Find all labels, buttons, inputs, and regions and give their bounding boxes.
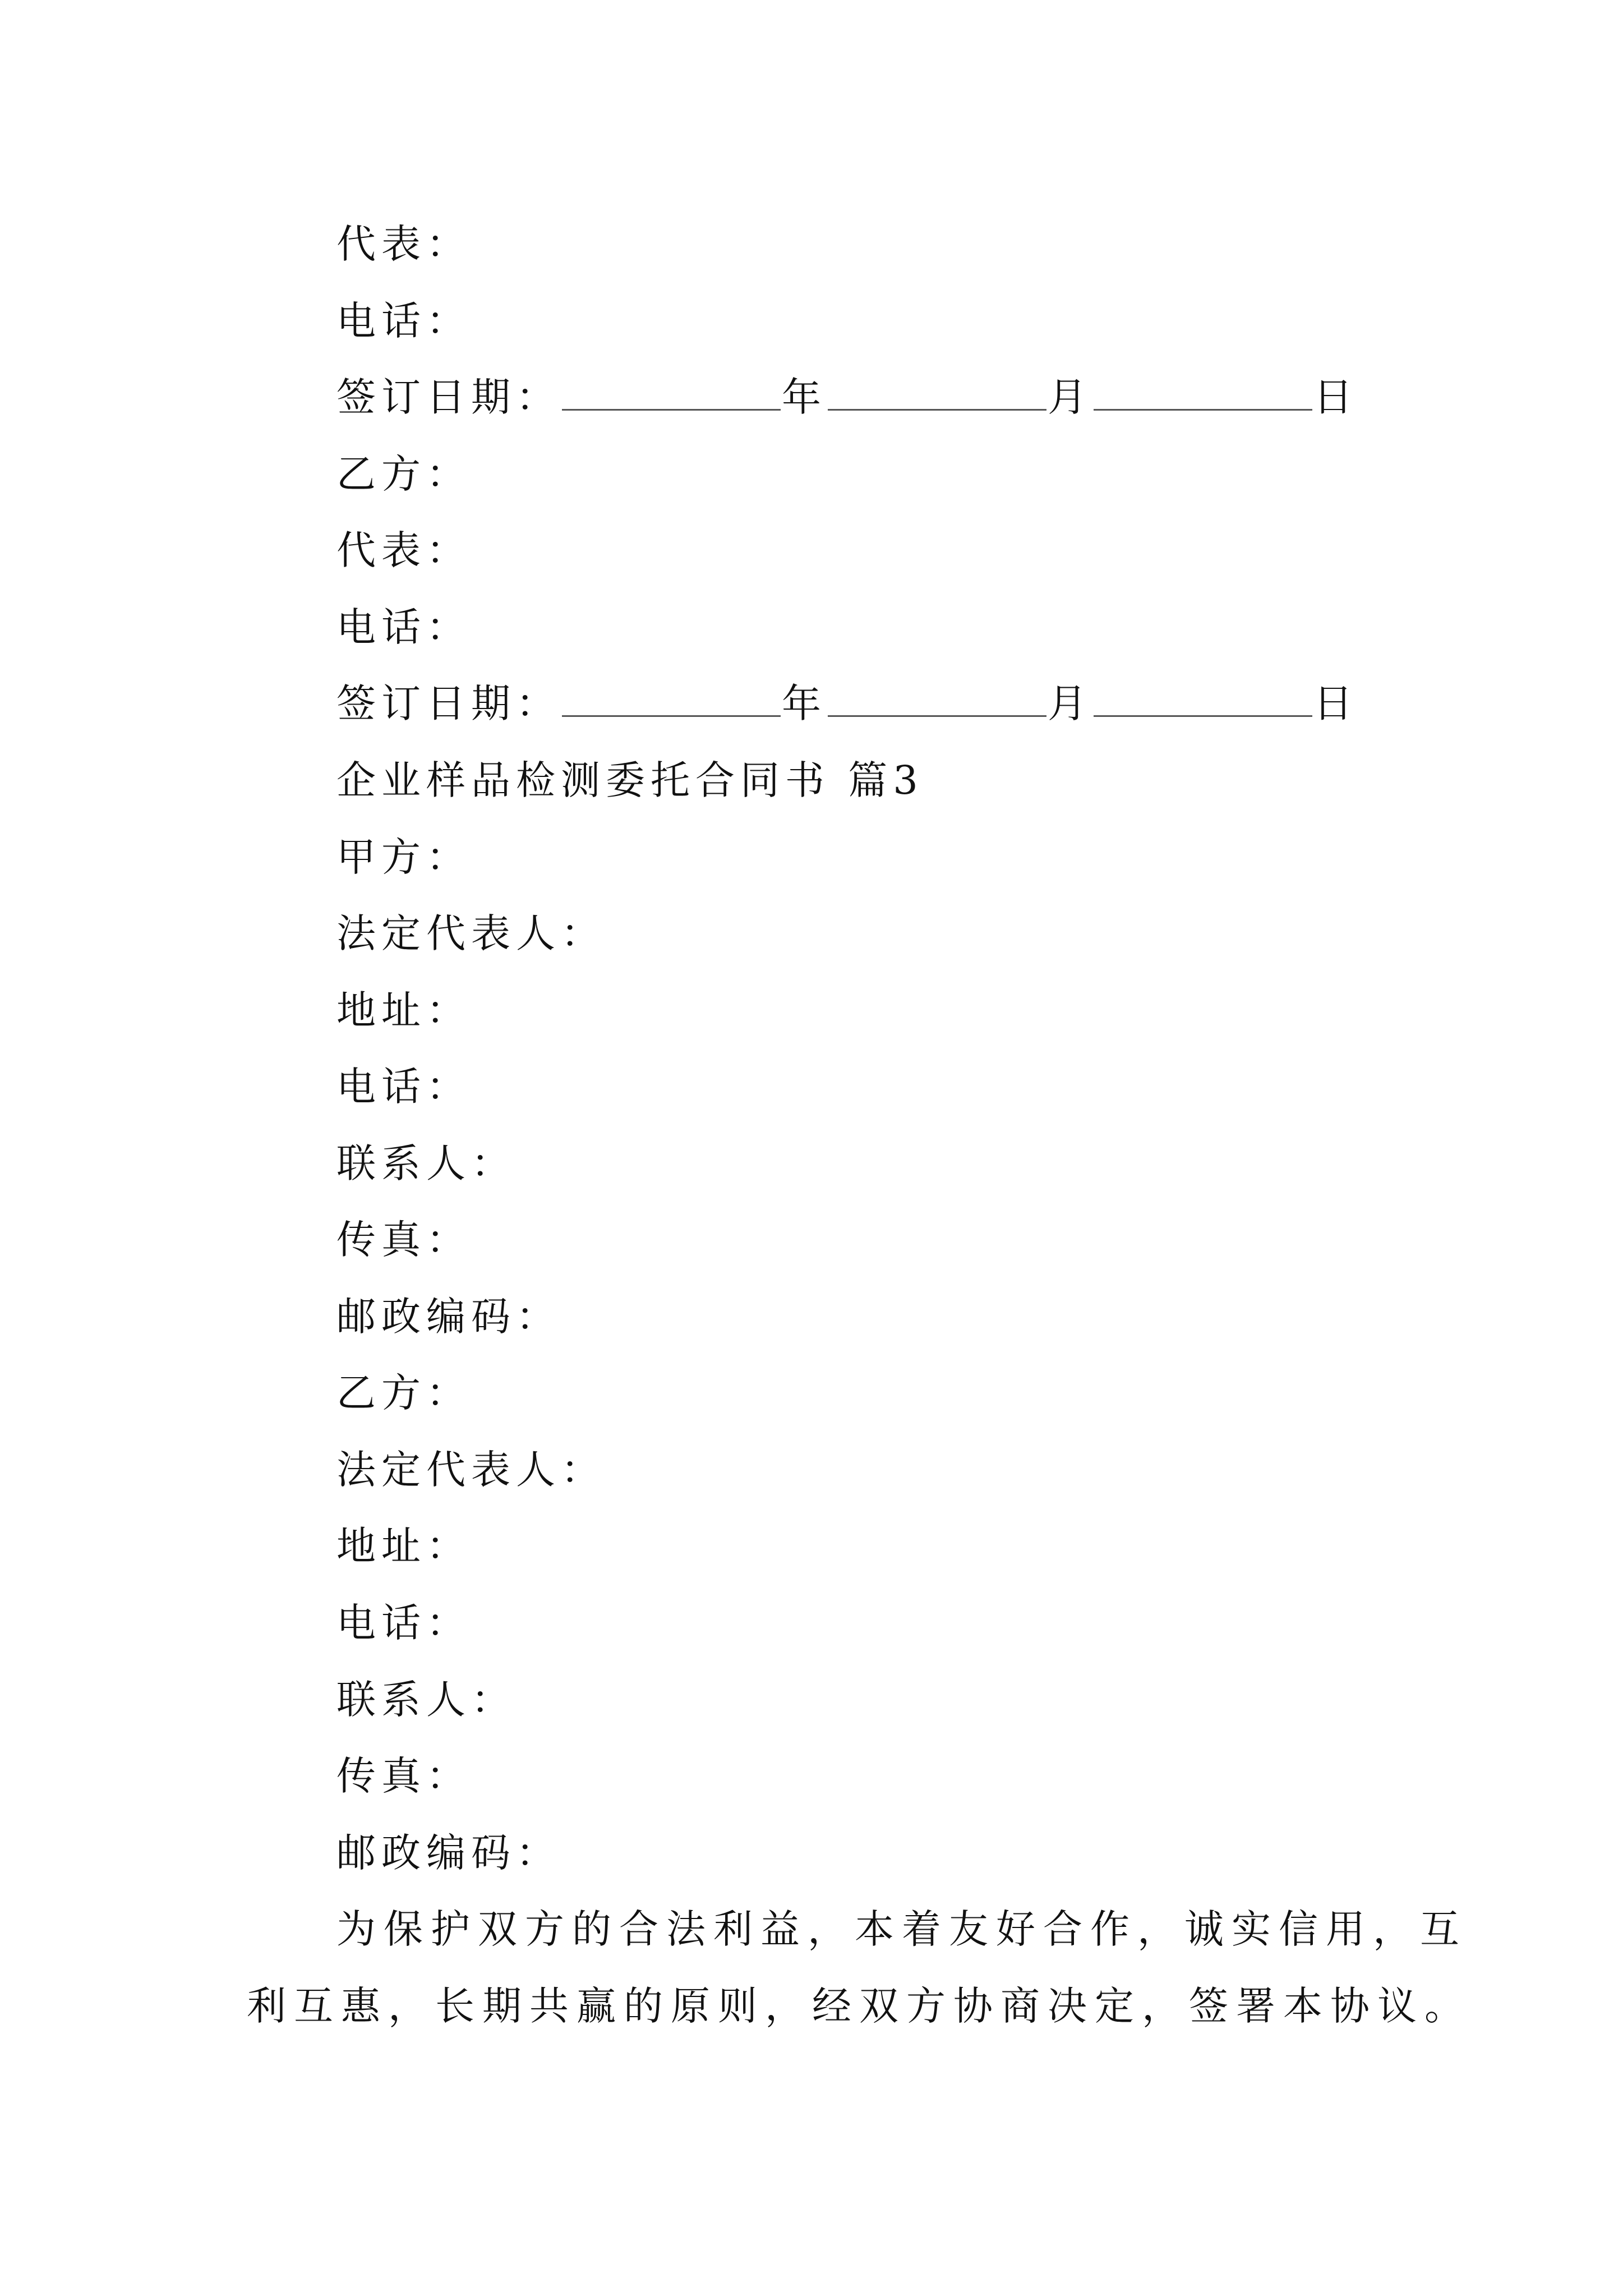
month-label: 月 <box>1048 374 1092 420</box>
party-a-label: 甲方： <box>336 834 471 880</box>
party-b-label-2: 乙方： <box>336 1370 471 1416</box>
sign-date-label: 签订日期： <box>336 374 561 420</box>
party-a-postcode-label: 邮政编码： <box>336 1294 561 1340</box>
month-label: 月 <box>1048 680 1092 726</box>
intro-paragraph-line-2: 利互惠，长期共赢的原则，经双方协商决定，签署本协议。 <box>247 1983 1472 2029</box>
party-b-fax-label: 传真： <box>336 1753 471 1799</box>
year-blank[interactable] <box>562 375 781 411</box>
day-label: 日 <box>1313 680 1358 726</box>
party-b-representative-label: 代表： <box>336 527 471 573</box>
day-blank[interactable] <box>1094 682 1312 717</box>
day-blank[interactable] <box>1094 375 1312 411</box>
party-a-sign-date-row <box>336 369 1358 425</box>
party-a-phone-label: 电话： <box>336 298 471 344</box>
party-b-sign-date-row <box>336 675 1358 731</box>
year-blank[interactable] <box>562 682 781 717</box>
month-blank[interactable] <box>828 375 1046 411</box>
party-b-legal-rep-label: 法定代表人： <box>336 1447 606 1493</box>
party-a-phone-label-2: 电话： <box>336 1064 471 1110</box>
party-b-postcode-label: 邮政编码： <box>336 1830 561 1876</box>
day-label: 日 <box>1313 374 1358 420</box>
year-label: 年 <box>782 374 827 420</box>
party-a-legal-rep-label: 法定代表人： <box>336 910 606 956</box>
party-a-address-label: 地址： <box>336 987 471 1033</box>
party-b-label: 乙方： <box>336 451 471 497</box>
month-blank[interactable] <box>828 682 1046 717</box>
party-b-phone-label-2: 电话： <box>336 1600 471 1646</box>
party-b-address-label: 地址： <box>336 1523 471 1569</box>
sign-date-label: 签订日期： <box>336 680 561 726</box>
intro-paragraph-line-1: 为保护双方的合法利益，本着友好合作，诚实信用，互 <box>336 1906 1467 1952</box>
section-title: 企业样品检测委托合同书 篇3 <box>336 757 924 803</box>
year-label: 年 <box>782 680 827 726</box>
party-a-representative-label: 代表： <box>336 221 471 267</box>
party-b-phone-label: 电话： <box>336 604 471 650</box>
party-a-contact-label: 联系人： <box>336 1140 516 1186</box>
party-b-contact-label: 联系人： <box>336 1677 516 1723</box>
party-a-fax-label: 传真： <box>336 1217 471 1263</box>
